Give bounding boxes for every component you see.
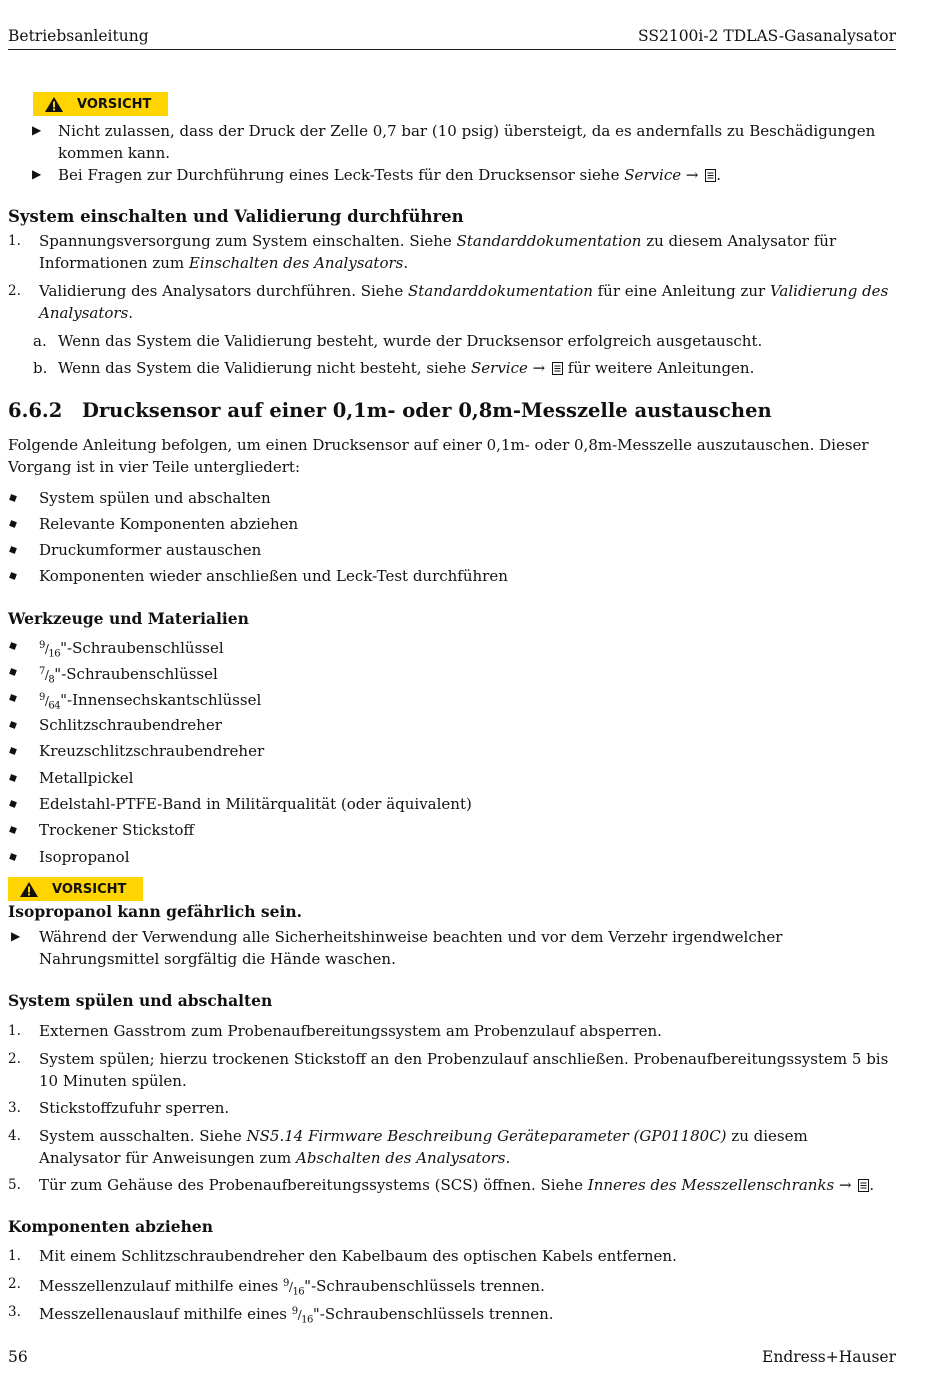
document-icon[interactable]	[705, 169, 716, 182]
arrow-right-icon: ▶	[32, 123, 42, 137]
bullet-icon	[9, 774, 17, 782]
page-number: 56	[8, 1348, 28, 1366]
header-doc-type: Betriebsanleitung	[8, 27, 149, 45]
bullet-icon	[9, 694, 17, 702]
caution-label: VORSICHT	[77, 96, 152, 112]
subsection-heading: System spülen und abschalten	[8, 991, 273, 1010]
bullet-icon	[9, 668, 17, 676]
subsection-heading: Komponenten abziehen	[8, 1217, 213, 1236]
bullet-icon	[9, 853, 17, 861]
bullet-icon	[9, 546, 17, 554]
xref-service[interactable]: Service	[471, 359, 528, 377]
caution-badge	[33, 92, 168, 116]
bullet-icon	[9, 572, 17, 580]
arrow-right-icon: ▶	[11, 929, 21, 943]
caution-label: VORSICHT	[52, 881, 127, 897]
xref-cabinet[interactable]: Inneres des Messzellenschranks	[587, 1176, 835, 1194]
bullet-icon	[9, 800, 17, 808]
warning-icon	[20, 882, 38, 897]
section-title-text: Drucksensor auf einer 0,1m- oder 0,8m-Messzelle austauschen	[82, 399, 772, 422]
document-icon[interactable]	[858, 1179, 869, 1192]
bullet-icon	[9, 721, 17, 729]
section-number: 6.6.2	[8, 399, 63, 422]
bullet-icon	[9, 494, 17, 502]
brand-name: Endress+Hauser	[762, 1348, 896, 1366]
tools-heading: Werkzeuge und Materialien	[8, 609, 249, 628]
caution-badge	[8, 877, 143, 901]
xref-service[interactable]: Service	[624, 166, 682, 184]
bullet-icon	[9, 642, 17, 650]
intro-paragraph: Folgende Anleitung befolgen, um einen Drucksensor auf einer 0,1m- oder 0,8m-Messzelle auszutauschen. Dieser Vorgang ist in vier Teile untergliedert:	[8, 436, 869, 476]
page-header	[8, 27, 896, 50]
bullet-icon	[9, 826, 17, 834]
caution-heading: Isopropanol kann gefährlich sein.	[8, 902, 303, 921]
arrow-right-icon: ▶	[32, 167, 42, 181]
document-icon[interactable]	[552, 362, 563, 375]
header-product: SS2100i-2 TDLAS-Gasanalysator	[638, 27, 896, 45]
bullet-icon	[9, 520, 17, 528]
section-title	[8, 399, 772, 422]
warning-icon	[45, 97, 63, 112]
caution-text: Nicht zulassen, dass der Druck der Zelle 0,7 bar (10 psig) übersteigt, da es andernfalls zu Beschädigungen kommen kann.	[58, 122, 876, 162]
section-heading: System einschalten und Validierung durchführen	[8, 207, 464, 226]
bullet-icon	[9, 747, 17, 755]
